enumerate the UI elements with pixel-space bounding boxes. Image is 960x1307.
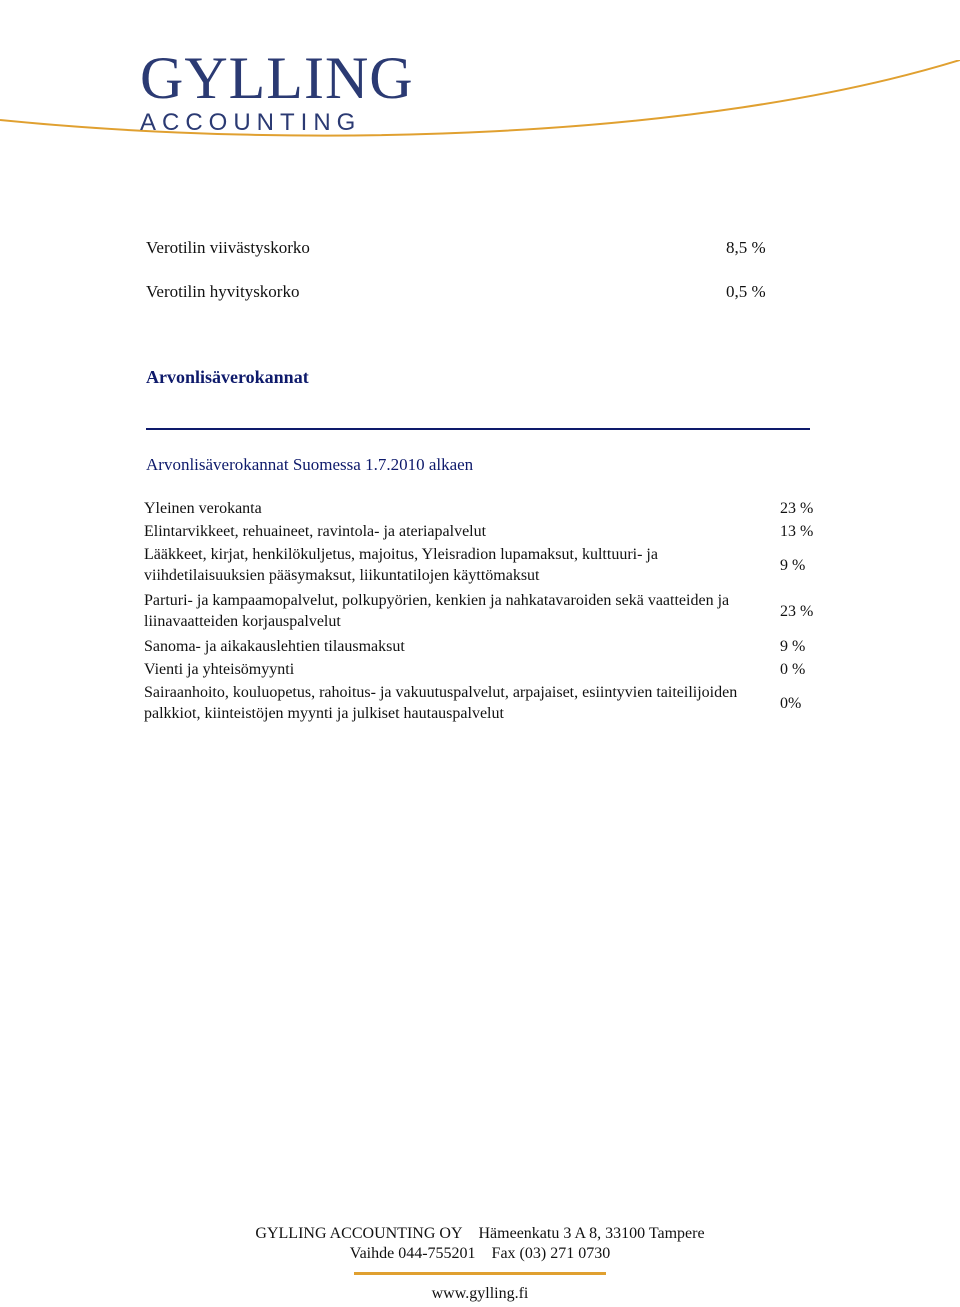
logo-main-text: GYLLING: [140, 45, 414, 111]
table-row: [144, 590, 824, 632]
section-heading: Arvonlisäverokannat: [146, 367, 309, 387]
footer-company-line: [0, 1224, 960, 1244]
vat-description: Parturi- ja kampaamopalvelut, polkupyörien, kenkien ja nahkatavaroiden sekä vaatteiden ja liinavaatteiden korjauspalvelut: [144, 592, 730, 630]
footer-address: Hämeenkatu 3 A 8, 33100 Tampere: [478, 1225, 705, 1242]
footer-website[interactable]: www.gylling.fi: [431, 1285, 529, 1302]
table-row: [144, 682, 824, 724]
vat-rate: 23 %: [780, 500, 814, 517]
interest-rate-label: Verotilin viivästyskorko: [146, 238, 310, 257]
interest-rate-value: 0,5 %: [726, 282, 766, 301]
logo-sub-text: ACCOUNTING: [140, 109, 362, 136]
footer-contact-line: [0, 1244, 960, 1264]
vat-rate: 23 %: [780, 602, 814, 620]
table-row: [144, 521, 824, 542]
vat-description: Vienti ja yhteisömyynti: [144, 661, 295, 678]
vat-description: Sanoma- ja aikakauslehtien tilausmaksut: [144, 638, 405, 655]
vat-description: Sairaanhoito, kouluopetus, rahoitus- ja vakuutuspalvelut, arpajaiset, esiintyvien taiteilijoiden palkkiot, kiinteistöjen myynti ja julkiset hautauspalvelut: [144, 684, 738, 722]
table-row: [144, 636, 824, 657]
table-row: [144, 544, 824, 586]
vat-rate: 0 %: [780, 661, 806, 678]
vat-rate: 0%: [780, 694, 802, 712]
table-row: [144, 498, 824, 519]
section-subheading: Arvonlisäverokannat Suomessa 1.7.2010 alkaen: [146, 455, 474, 474]
footer-divider: [354, 1272, 606, 1275]
vat-rate: 9 %: [780, 556, 806, 574]
vat-description: Lääkkeet, kirjat, henkilökuljetus, majoitus, Yleisradion lupamaksut, kulttuuri- ja viihdetilaisuuksien pääsymaksut, liikuntatilojen käyttömaksut: [144, 546, 658, 584]
footer-fax: Fax (03) 271 0730: [491, 1245, 611, 1262]
table-row: [144, 659, 824, 680]
footer-company: GYLLING ACCOUNTING OY: [255, 1225, 463, 1242]
vat-description: Yleinen verokanta: [144, 500, 262, 517]
vat-rate: 13 %: [780, 523, 814, 540]
section-divider: [146, 428, 810, 430]
interest-rate-value: 8,5 %: [726, 238, 766, 257]
vat-rate: 9 %: [780, 638, 806, 655]
interest-rate-label: Verotilin hyvityskorko: [146, 282, 300, 301]
footer-phone: Vaihde 044-755201: [349, 1245, 476, 1262]
company-logo: [140, 45, 414, 143]
vat-description: Elintarvikkeet, rehuaineet, ravintola- ja ateriapalvelut: [144, 523, 487, 540]
vat-rate-table: [144, 498, 824, 728]
